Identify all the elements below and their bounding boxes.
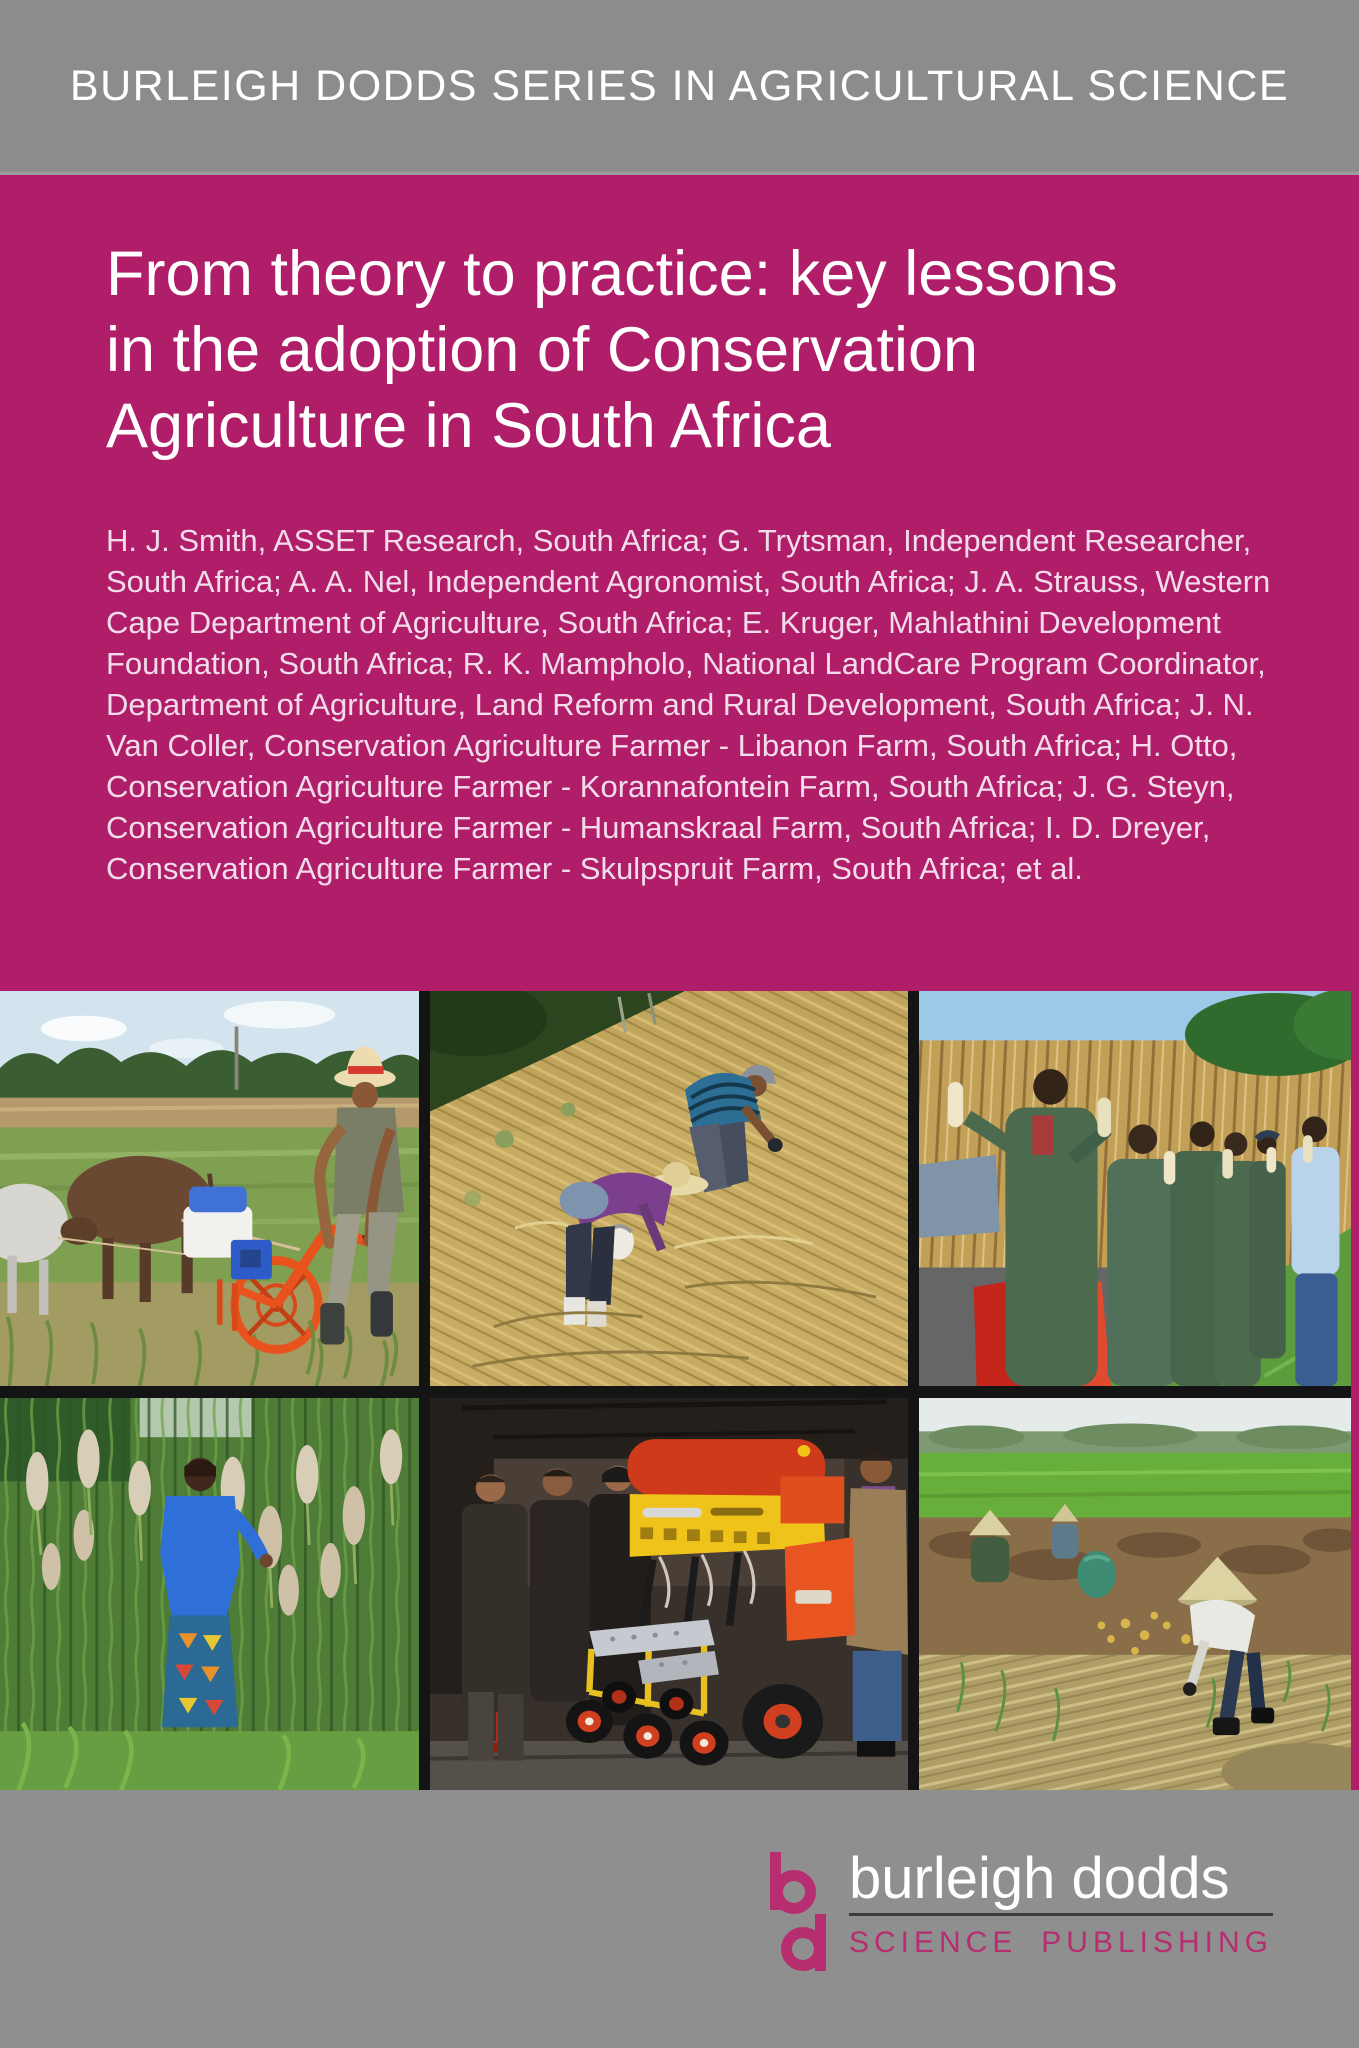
ox-drawn-planter-illustration — [0, 991, 419, 1386]
series-banner-text: BURLEIGH DODDS SERIES IN AGRICULTURAL SCIENCE — [69, 61, 1290, 110]
author-line: Cape Department of Agriculture, South Africa; E. Kruger, Mahlathini Development — [106, 605, 1221, 640]
photo-ox-drawn-planter — [0, 991, 419, 1386]
authors-block — [106, 520, 1270, 889]
bd-monogram-icon — [769, 1850, 831, 1972]
title-line-3: Agriculture in South Africa — [106, 391, 831, 461]
cover-title — [106, 236, 1118, 464]
author-line: H. J. Smith, ASSET Research, South Africa; G. Trytsman, Independent Researcher, — [106, 523, 1252, 558]
title-line-2: in the adoption of Conservation — [106, 315, 979, 385]
publisher-name: burleigh dodds — [849, 1846, 1230, 1911]
tagline-word-science: SCIENCE — [849, 1926, 1018, 1959]
tagline-word-publishing: PUBLISHING — [1041, 1926, 1273, 1959]
photo-maize-cob-group — [919, 991, 1351, 1386]
author-line: Conservation Agriculture Farmer - Humanskraal Farm, South Africa; I. D. Dreyer, — [106, 810, 1211, 845]
publisher-logo — [769, 1846, 1273, 1972]
author-line: Conservation Agriculture Farmer - Korannafontein Farm, South Africa; J. G. Steyn, — [106, 769, 1235, 804]
photo-sorghum-field-woman — [0, 1398, 419, 1790]
potato-harvest-illustration — [919, 1398, 1351, 1790]
straw-mulching-illustration — [430, 991, 908, 1386]
title-line-1: From theory to practice: key lessons — [106, 239, 1118, 309]
publisher-tagline — [849, 1926, 1273, 1960]
author-line: Conservation Agriculture Farmer - Skulpspruit Farm, South Africa; et al. — [106, 851, 1083, 886]
publisher-text-block — [849, 1846, 1273, 1960]
photo-grid — [0, 991, 1351, 1790]
workshop-seed-drill-illustration — [430, 1398, 908, 1790]
maize-cob-group-illustration — [919, 991, 1351, 1386]
photo-straw-mulching — [430, 991, 908, 1386]
author-line: Van Coller, Conservation Agriculture Farmer - Libanon Farm, South Africa; H. Otto, — [106, 728, 1238, 763]
sorghum-field-woman-illustration — [0, 1398, 419, 1790]
footer — [0, 1790, 1359, 2048]
photo-workshop-seed-drill — [430, 1398, 908, 1790]
series-banner — [0, 0, 1359, 175]
author-line: Foundation, South Africa; R. K. Mampholo, National LandCare Program Coordinator, — [106, 646, 1266, 681]
author-line: South Africa; A. A. Nel, Independent Agronomist, South Africa; J. A. Strauss, Western — [106, 564, 1271, 599]
photo-potato-harvest — [919, 1398, 1351, 1790]
logo-divider — [849, 1913, 1273, 1916]
author-line: Department of Agriculture, Land Reform and Rural Development, South Africa; J. N. — [106, 687, 1254, 722]
